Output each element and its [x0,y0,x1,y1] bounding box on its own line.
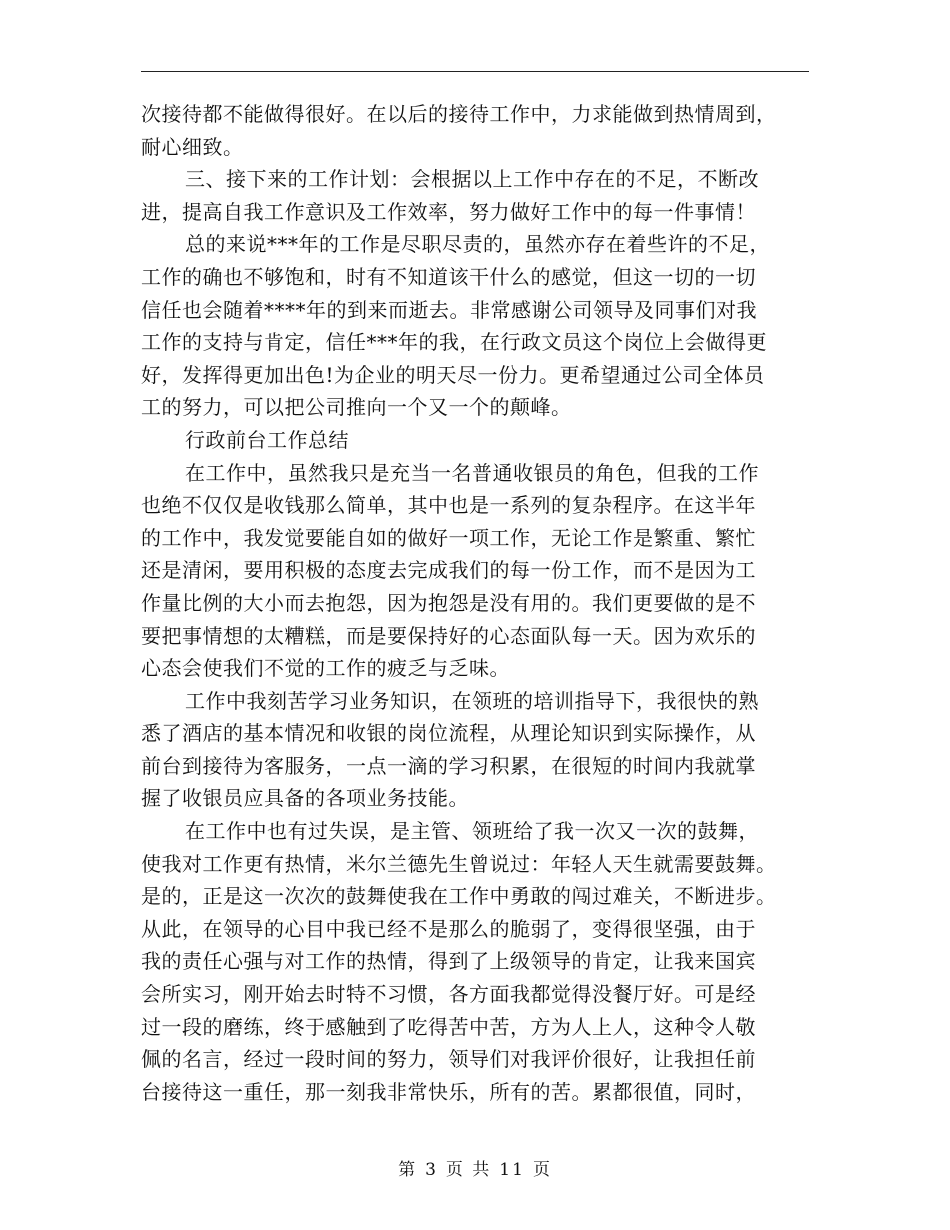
footer-suffix: 页 [532,1160,552,1180]
footer-middle: 页 共 [445,1160,492,1180]
page-footer [0,1155,950,1180]
text-line: 行政前台工作总结 [185,427,349,452]
text-line: 也绝不仅仅是收钱那么简单，其中也是一系列的复杂程序。在这半年 [141,493,756,518]
text-line: 台接待这一重任，那一刻我非常快乐，所有的苦。累都很值，同时， [141,1079,756,1104]
text-line: 的工作中，我发觉要能自如的做好一项工作，无论工作是繁重、繁忙 [141,525,756,550]
text-line: 在工作中也有过失误，是主管、领班给了我一次又一次的鼓舞， [185,819,759,844]
text-line: 工作中我刻苦学习业务知识，在领班的培训指导下，我很快的熟 [185,688,759,713]
text-line: 会所实习，刚开始去时特不习惯，各方面我都觉得没餐厅好。可是经 [141,982,756,1007]
header-rule [141,71,809,72]
text-line: 还是清闲，要用积极的态度去完成我们的每一份工作，而不是因为工 [141,558,756,583]
text-line: 悉了酒店的基本情况和收银的岗位流程，从理论知识到实际操作，从 [141,721,756,746]
text-line: 要把事情想的太糟糕，而是要保持好的心态面队每一天。因为欢乐的 [141,623,756,648]
text-line: 三、接下来的工作计划：会根据以上工作中存在的不足，不断改 [185,167,759,192]
text-line: 信任也会随着****年的到来而逝去。非常感谢公司领导及同事们对我 [141,297,757,322]
text-line: 是的，正是这一次次的鼓舞使我在工作中勇敢的闯过难关，不断进步。 [141,884,777,909]
text-line: 工的努力，可以把公司推向一个又一个的颠峰。 [141,395,572,420]
text-line: 握了收银员应具备的各项业务技能。 [141,786,469,811]
text-line: 好，发挥得更加出色!为企业的明天尽一份力。更希望通过公司全体员 [141,362,765,387]
footer-prefix: 第 [398,1160,418,1180]
footer-total-pages: 11 [499,1160,525,1180]
text-line: 次接待都不能做得很好。在以后的接待工作中，力求能做到热情周到， [141,102,777,126]
text-line: 工作的支持与肯定，信任***年的我，在行政文员这个岗位上会做得更 [141,330,767,355]
text-line: 作量比例的大小而去抱怨，因为抱怨是没有用的。我们更要做的是不 [141,590,756,615]
text-line: 过一段的磨练，终于感触到了吃得苦中苦，方为人上人，这种令人敬 [141,1014,756,1039]
footer-current-page: 3 [425,1160,438,1180]
text-line: 心态会使我们不觉的工作的疲乏与乏味。 [141,656,510,681]
text-line: 使我对工作更有热情，米尔兰德先生曾说过：年轻人天生就需要鼓舞。 [141,851,777,876]
document-body [141,98,813,1108]
text-line: 佩的名言，经过一段时间的努力，领导们对我评价很好，让我担任前 [141,1047,756,1072]
text-line: 耐心细致。 [141,134,244,159]
text-line: 进，提高自我工作意识及工作效率，努力做好工作中的每一件事情！ [141,199,756,224]
text-line: 在工作中，虽然我只是充当一名普通收银员的角色，但我的工作 [185,460,759,485]
text-line: 总的来说***年的工作是尽职尽责的，虽然亦存在着些许的不足， [185,232,770,257]
text-line: 前台到接待为客服务，一点一滴的学习积累，在很短的时间内我就掌 [141,753,756,778]
text-line: 从此，在领导的心目中我已经不是那么的脆弱了，变得很坚强，由于 [141,916,756,941]
text-line: 我的责任心强与对工作的热情，得到了上级领导的肯定，让我来国宾 [141,949,756,974]
text-line: 工作的确也不够饱和，时有不知道该干什么的感觉，但这一切的一切 [141,264,756,289]
